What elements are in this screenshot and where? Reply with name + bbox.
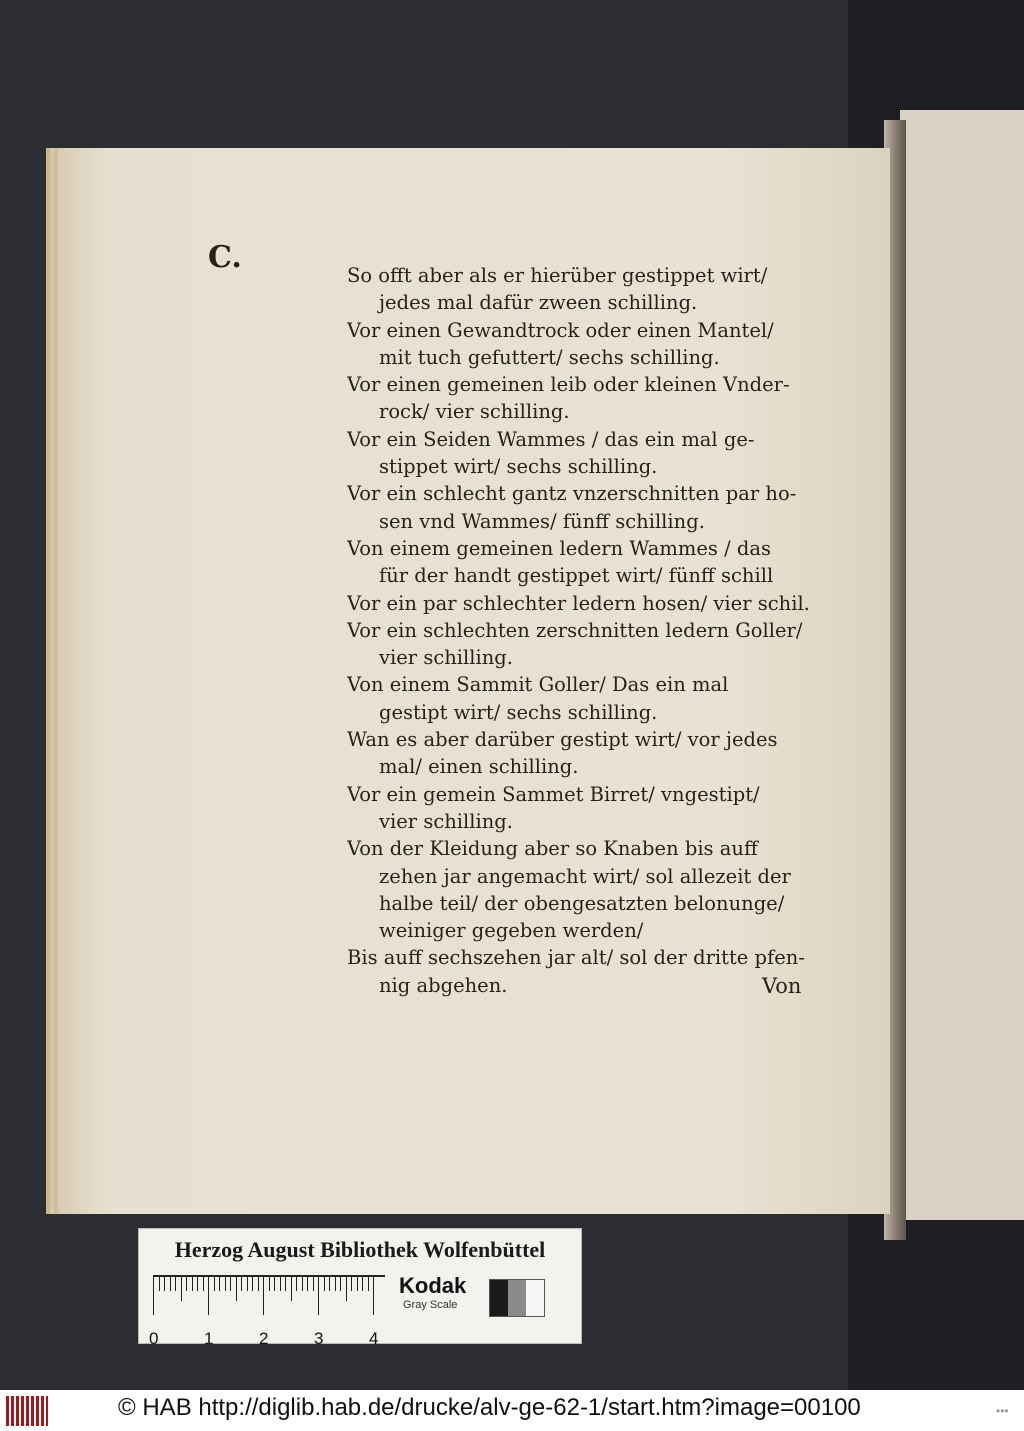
ruler-tick — [302, 1275, 303, 1291]
gray-scale-swatches — [489, 1279, 545, 1317]
ruler-tick — [362, 1275, 363, 1291]
ruler-tick — [373, 1275, 374, 1315]
text-line: So offt aber als er hierüber gestippet wirt/ — [347, 264, 768, 287]
ruler-tick — [252, 1275, 253, 1291]
ruler-tick — [307, 1275, 308, 1291]
facing-page-edge — [900, 110, 1024, 1220]
kodak-brand: Kodak — [399, 1273, 467, 1298]
ruler-tick — [153, 1275, 154, 1315]
gray-scale-caption: Gray Scale — [403, 1299, 458, 1311]
gray-swatch — [526, 1280, 544, 1316]
text-line: Vor einen gemeinen leib oder kleinen Vnder- — [347, 373, 790, 397]
text-line: Vor ein schlecht gantz vnzerschnitten par ho- — [347, 482, 797, 506]
gray-swatch — [508, 1280, 526, 1316]
text-line: jedes mal dafür zween schilling. — [379, 291, 698, 315]
text-line: gestipt wirt/ sechs schilling. — [379, 700, 658, 724]
text-line: Vor ein gemein Sammet Birret/ vngestipt/ — [347, 782, 760, 806]
ruler-tick — [208, 1275, 209, 1315]
ruler-tick — [274, 1275, 275, 1291]
ruler-tick — [159, 1275, 160, 1291]
ruler-number: 3 — [314, 1329, 324, 1348]
catchword: Von — [762, 974, 802, 998]
ruler-tick — [186, 1275, 187, 1291]
text-line: vier schilling. — [379, 809, 513, 833]
ruler-tick — [313, 1275, 314, 1291]
gray-swatch — [490, 1280, 508, 1316]
ruler-tick — [225, 1275, 226, 1291]
text-line: für der handt gestippet wirt/ fünff schill — [379, 564, 774, 588]
ruler-tick — [324, 1275, 325, 1291]
signature-mark: C. — [208, 240, 242, 275]
ruler-number: 1 — [204, 1329, 214, 1348]
ruler-tick — [192, 1275, 193, 1291]
library-color-label — [138, 1228, 582, 1348]
ruler-tick — [285, 1275, 286, 1291]
ruler-number: 4 — [369, 1329, 379, 1348]
ruler-tick — [258, 1275, 259, 1291]
ruler-tick — [181, 1275, 182, 1301]
text-line: Vor ein par schlechter ledern hosen/ vier schil. — [347, 591, 810, 615]
ruler-tick — [346, 1275, 347, 1301]
text-line: Wan es aber darüber gestipt wirt/ vor jedes — [347, 728, 778, 752]
footer-bar — [0, 1390, 1024, 1431]
ruler-number: 2 — [259, 1329, 269, 1348]
ruler-tick — [203, 1275, 204, 1291]
ruler-tick — [164, 1275, 165, 1291]
text-line: rock/ vier schilling. — [379, 400, 570, 424]
ruler-tick — [247, 1275, 248, 1291]
ruler-tick — [241, 1275, 242, 1291]
text-line: nig abgehen. — [379, 973, 508, 997]
ruler-tick — [280, 1275, 281, 1291]
ruler-number: 0 — [149, 1329, 159, 1348]
text-line: stippet wirt/ sechs schilling. — [379, 455, 658, 479]
ruler-tick — [170, 1275, 171, 1291]
text-line: Bis auff sechszehen jar alt/ sol der dritte pfen- — [347, 946, 805, 970]
ruler-tick — [175, 1275, 176, 1291]
text-line: Von einem gemeinen ledern Wammes / das — [347, 536, 771, 560]
text-line: mal/ einen schilling. — [379, 755, 579, 779]
page-text-block — [347, 262, 822, 999]
text-line: halbe teil/ der obengesatzten belonunge/ — [379, 891, 785, 915]
ruler-tick — [351, 1275, 352, 1291]
text-line: Vor einen Gewandtrock oder einen Mantel/ — [347, 318, 774, 342]
ruler-tick — [269, 1275, 270, 1291]
text-line: vier schilling. — [379, 646, 513, 670]
library-name: Herzog August Bibliothek Wolfenbüttel — [174, 1237, 546, 1262]
ruler-tick — [329, 1275, 330, 1291]
hab-logo — [6, 1396, 48, 1426]
ruler-tick — [291, 1275, 292, 1301]
ruler-tick — [340, 1275, 341, 1291]
text-line: sen vnd Wammes/ fünff schilling. — [379, 509, 705, 533]
ruler-tick — [318, 1275, 319, 1315]
text-line: Von einem Sammit Goller/ Das ein mal — [347, 673, 729, 697]
text-line: Von der Kleidung aber so Knaben bis auff — [347, 837, 758, 861]
ruler-tick — [296, 1275, 297, 1291]
text-line: mit tuch gefuttert/ sechs schilling. — [379, 345, 720, 369]
text-line: weiniger gegeben werden/ — [379, 919, 644, 943]
ruler-tick — [357, 1275, 358, 1291]
ruler-tick — [263, 1275, 264, 1315]
ruler-tick — [214, 1275, 215, 1291]
ruler-tick — [335, 1275, 336, 1291]
footer-dots-icon: ••• — [996, 1404, 1009, 1418]
text-line: zehen jar angemacht wirt/ sol allezeit der — [379, 864, 791, 888]
text-line: Vor ein schlechten zerschnitten ledern Goller/ — [347, 618, 803, 642]
ruler-tick — [368, 1275, 369, 1291]
text-line: Vor ein Seiden Wammes / das ein mal ge- — [347, 427, 755, 451]
measurement-ruler — [149, 1275, 385, 1348]
ruler-tick — [197, 1275, 198, 1291]
ruler-tick — [236, 1275, 237, 1301]
footer-copyright-link[interactable]: © HAB http://diglib.hab.de/drucke/alv-ge-62-1/start.htm?image=00100 — [118, 1394, 861, 1421]
ruler-tick — [219, 1275, 220, 1291]
ruler-tick — [230, 1275, 231, 1291]
